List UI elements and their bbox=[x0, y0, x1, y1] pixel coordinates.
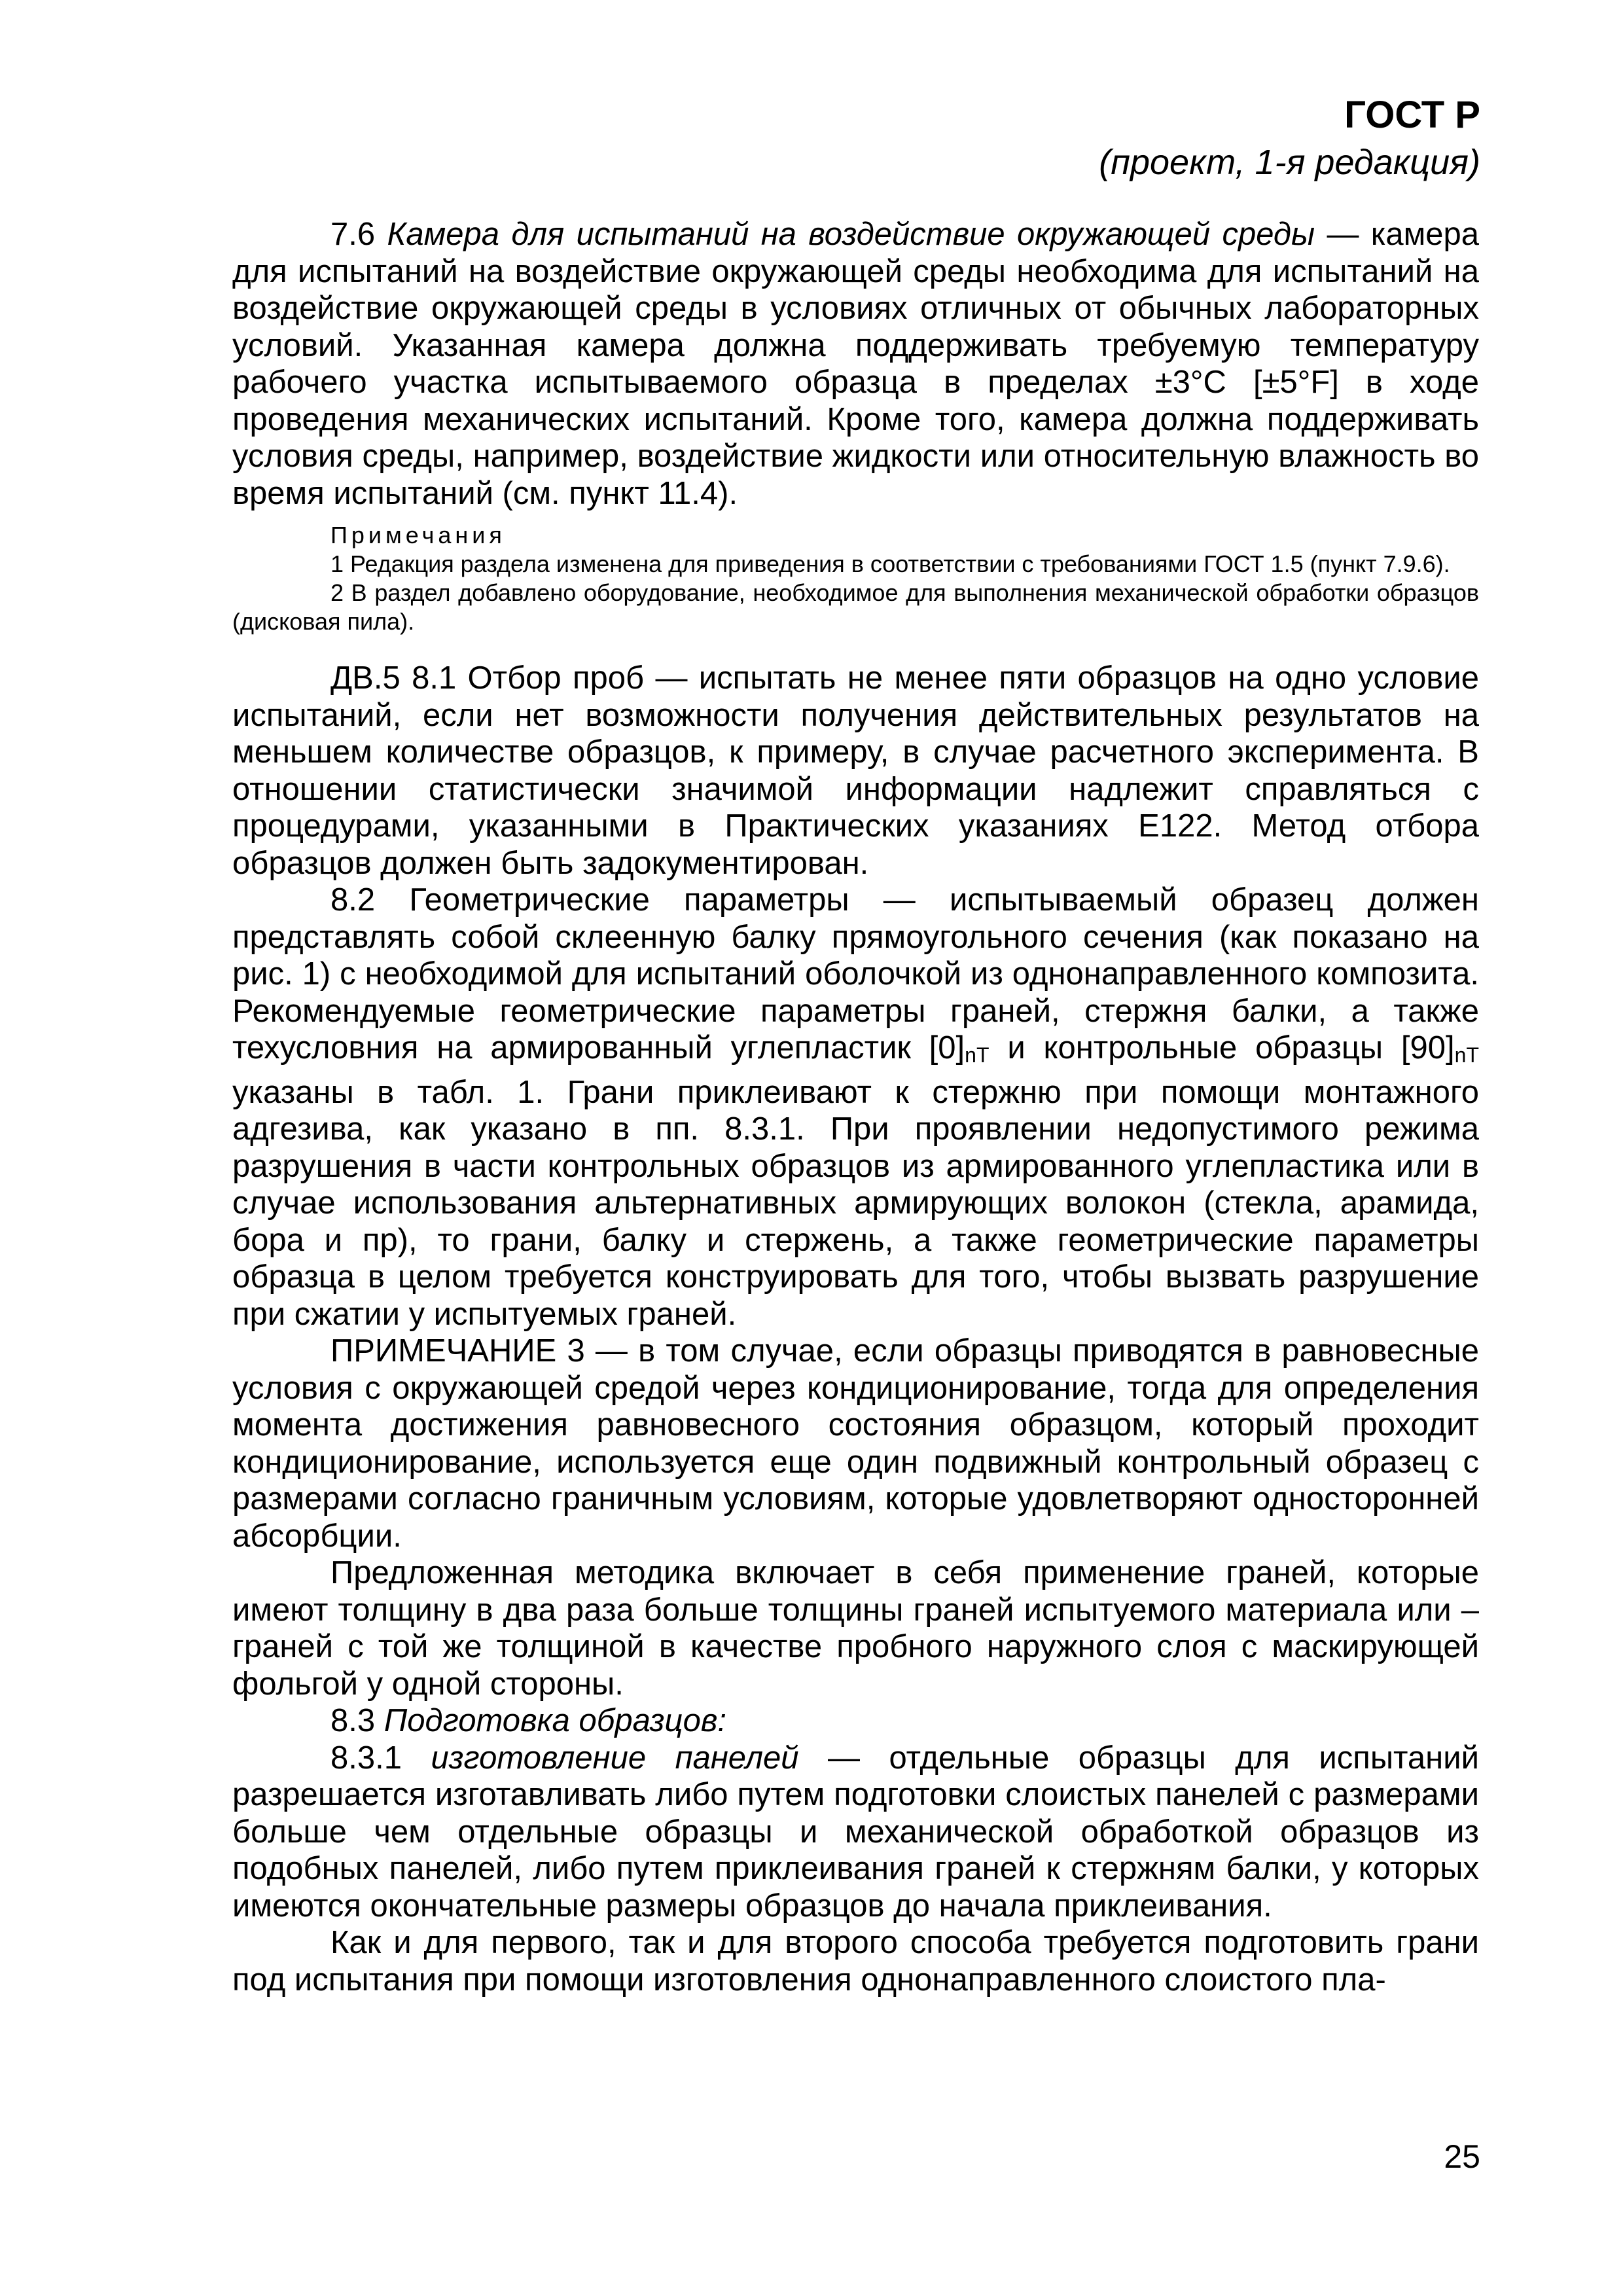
paragraph-7-6-title: Камера для испытаний на воздействие окружающей среды bbox=[387, 217, 1315, 252]
paragraph-8-3: 8.3 Подготовка образцов: bbox=[330, 1703, 727, 1738]
edition-note: (проект, 1-я редакция) bbox=[1099, 143, 1480, 182]
notes-block bbox=[232, 521, 1479, 636]
document-header bbox=[1099, 92, 1480, 186]
paragraph-8-3-1: 8.3.1 изготовление панелей — отдельные образцы для испытаний разрешается изготавливать либо путем подготовки слоистых панелей с размерами больше чем отдельные образцы и механической обработкой образцов из подобных панелей, либо путем приклеивания граней к стержням балки, у которых имеются окончательные размеры образцов до начала приклеивания. bbox=[232, 1740, 1479, 1924]
standard-code: ГОСТ Р bbox=[1344, 94, 1480, 136]
method-paragraph: Предложенная методика включает в себя применение граней, которые имеют толщину в два раза больше толщины граней испытуемого материала или – граней с той же толщиной в качестве пробного наружного слоя с маскирующей фольгой у одной стороны. bbox=[232, 1555, 1479, 1702]
note-3-paragraph: ПРИМЕЧАНИЕ 3 — в том случае, если образцы приводятся в равновесные условия с окружающей средой через кондиционирование, тогда для определения момента достижения равновесного состояния образцом, который проходит кондиционирование, используется еще один подвижный контрольный образец с размерами согласно граничным условиям, которые удовлетворяют односторонней абсорбции. bbox=[232, 1333, 1479, 1554]
paragraph-7-6: 7.6 Камера для испытаний на воздействие окружающей среды — камера для испытаний на воздействие окружающей среды необходима для испытаний на воздействие окружающей среды в условиях отличных от обычных лабораторных условий. Указанная камера должна поддерживать требуемую температуру рабочего участка испытываемого образца в пределах ±3°C [±5°F] в ходе проведения механических испытаний. Кроме того, камера должна поддерживать условия среды, например, воздействие жидкости или относительную влажность во время испытаний (см. пункт 11.4). bbox=[232, 217, 1480, 511]
paragraph-8-2: 8.2 Геометрические параметры — испытываемый образец должен представлять собой склеенную балку прямоугольного сечения (как показано на рис. 1) с необходимой для испытаний оболочкой из однонаправленного композита. Рекомендуемые геометрические параметры граней, стержня балки, а также техусловния на армированный углепластик [0]nT и контрольные образцы [90]nT указаны в табл. 1. Грани приклеивают к стержню при помощи монтажного адгезива, как указано в пп. 8.3.1. При проявлении недопустимого режима разрушения в части контрольных образцов из армированного углепластика или в случае использования альтернативных армирующих волокон (стекла, арамида, бора и пр), то грани, балку и стержень, а также геометрические параметры образца в целом требуется конструировать для того, чтобы вызвать разрушение при сжатии у испытуемых граней. bbox=[232, 882, 1479, 1332]
paragraph-8-1: ДВ.5 8.1 Отбор проб — испытать не менее пяти образцов на одно условие испытаний, если нет возможности получения действительных результатов на меньшем количестве образцов, к примеру, в случае расчетного эксперимента. В отношении статистически значимой информации надлежит справляться с процедурами, указанными в Практических указаниях E122. Метод отбора образцов должен быть задокументирован. bbox=[232, 660, 1479, 881]
note-1: 1 Редакция раздела изменена для приведения в соответствии с требованиями ГОСТ 1.5 (пункт 7.9.6). bbox=[330, 550, 1450, 577]
paragraph-last: Как и для первого, так и для второго способа требуется подготовить грани под испытания при помощи изготовления однонаправленного слоистого пла- bbox=[232, 1925, 1479, 1998]
page-number: 25 bbox=[1444, 2138, 1480, 2175]
body-text bbox=[232, 216, 1479, 1998]
note-2: 2 В раздел добавлено оборудование, необходимое для выполнения механической обработки образцов (дисковая пила). bbox=[232, 579, 1479, 635]
notes-title: Примечания bbox=[330, 522, 506, 548]
